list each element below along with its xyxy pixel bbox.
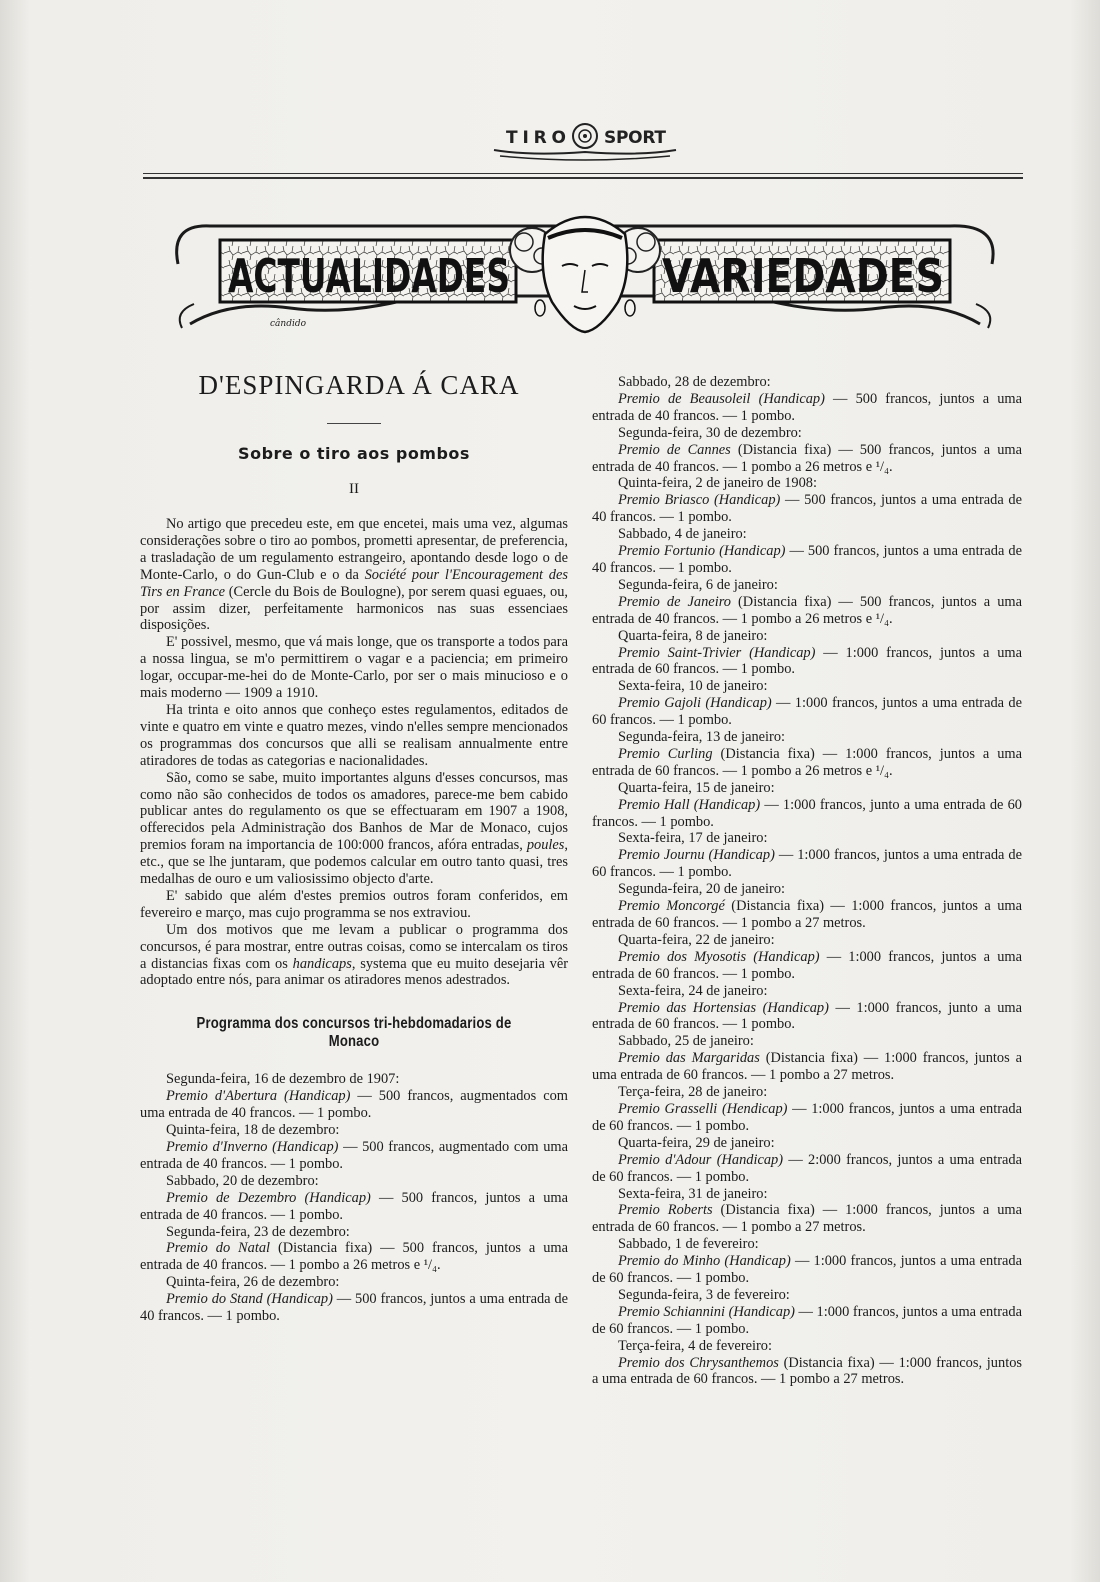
banner-left-word: ACTUALIDADES (228, 249, 510, 303)
part-number: II (349, 481, 359, 497)
program-entry (592, 374, 1022, 425)
entry-prize: Premio de Janeiro (Distancia fixa) — 500 francos, juntos a uma entrada de 40 francos. — 1 pombo a 26 metros e ¹/₄. (592, 593, 1022, 627)
article-paragraph: Um dos motivos que me levam a publicar o programma dos concursos, é para mostrar, entre outras coisas, como se intercalam os tiros a distancias fixas com os handicaps, systema que eu muito desejaria vêr adoptado entre nós, para animar os atiradores menos adestrados. (140, 921, 568, 989)
program-entry (592, 1338, 1022, 1389)
entry-prize: Premio dos Chrysanthemos (Distancia fixa) — 1:000 francos, juntos a uma entrada de 60 francos. — 1 pombo a 27 metros. (592, 1354, 1022, 1388)
entry-date: Segunda-feira, 16 de dezembro de 1907: (166, 1071, 400, 1088)
entry-prize: Premio Roberts (Distancia fixa) — 1:000 francos, juntos a uma entrada de 60 francos. — 1 pombo a 27 metros. (592, 1202, 1022, 1236)
article-paragraph: São, como se sabe, muito importantes alguns d'esses concursos, mas como não são conhecidos de todos os amadores, parece-me bem cabido publicar antes do regulamento os que se effectuaram em 1907 a 1908, offerecidos pela Administração dos Banhos de Mar de Monaco, cujos premios foram na importancia de 100:000 francos, afóra entradas, poules, etc., que se lhe juntaram, que podemos calcular em outro tanto quasi, tres medalhas de ouro e um valiosissimo objecto d'arte. (140, 769, 568, 888)
header-rule (143, 173, 1023, 174)
entry-date: Terça-feira, 28 de janeiro: (618, 1084, 768, 1101)
program-entry (592, 628, 1022, 679)
masthead-logo (490, 116, 680, 164)
entry-date: Sexta-feira, 24 de janeiro: (618, 982, 768, 999)
entry-prize: Premio Grasselli (Hendicap) — 1:000 francos, juntos a uma entrada de 60 francos. — 1 pombo. (592, 1100, 1022, 1134)
program-entry (592, 983, 1022, 1034)
left-column (140, 370, 568, 1325)
program-list-right (592, 374, 1022, 1388)
program-entry (140, 1224, 568, 1275)
entry-date: Segunda-feira, 6 de janeiro: (618, 576, 778, 593)
entry-date: Segunda-feira, 3 de fevereiro: (618, 1286, 790, 1303)
entry-prize: Premio d'Abertura (Handicap) — 500 francos, augmentados com uma entrada de 40 francos. — 1 pombo. (140, 1088, 568, 1122)
entry-date: Sabbado, 4 de janeiro: (618, 526, 747, 543)
entry-prize: Premio de Beausoleil (Handicap) — 500 francos, juntos a uma entrada de 40 francos. — 1 pombo. (592, 390, 1022, 424)
entry-date: Quarta-feira, 22 de janeiro: (618, 931, 775, 948)
section-banner (170, 204, 1000, 344)
banner-signature: cândido (270, 319, 307, 329)
entry-prize: Premio de Cannes (Distancia fixa) — 500 francos, juntos a uma entrada de 40 francos. — 1 pombo a 26 metros e ¹/₄. (592, 441, 1023, 475)
entry-date: Sabbado, 1 de fevereiro: (618, 1236, 759, 1253)
entry-date: Quarta-feira, 15 de janeiro: (618, 779, 775, 796)
article-title: D'ESPINGARDA Á CARA (198, 370, 520, 400)
entry-prize: Premio Fortunio (Handicap) — 500 francos, juntos a uma entrada de 40 francos. — 1 pombo. (592, 543, 1022, 576)
program-entry (592, 881, 1022, 932)
entry-prize: Premio Saint-Trivier (Handicap) — 1:000 francos, juntos a uma entrada de 60 francos. — 1 pombo. (592, 644, 1022, 678)
header-rule-thick (143, 177, 1023, 179)
entry-date: Quarta-feira, 29 de janeiro: (618, 1134, 775, 1151)
entry-prize: Premio d'Adour (Handicap) — 2:000 francos, juntos a uma entrada de 60 francos. — 1 pombo. (592, 1151, 1022, 1185)
entry-prize: Premio d'Inverno (Handicap) — 500 francos, augmentado com uma entrada de 40 francos. — 1 pombo. (140, 1139, 568, 1172)
banner-right-word: VARIEDADES (662, 249, 944, 303)
program-entry (140, 1122, 568, 1173)
entry-date: Segunda-feira, 30 de dezembro: (618, 424, 802, 441)
entry-prize: Premio Schiannini (Handicap) — 1:000 francos, juntos a uma entrada de 60 francos. — 1 pombo. (592, 1303, 1022, 1337)
entry-prize: Premio Gajoli (Handicap) — 1:000 francos, juntos a uma entrada de 60 francos. — 1 pombo. (592, 695, 1022, 729)
program-entry (592, 830, 1022, 881)
entry-date: Quinta-feira, 18 de dezembro: (166, 1122, 340, 1139)
entry-date: Terça-feira, 4 de fevereiro: (618, 1337, 772, 1354)
program-list-left (140, 1071, 568, 1325)
entry-date: Segunda-feira, 23 de dezembro: (166, 1223, 350, 1240)
program-title: Programma dos concursos tri-hebdomadarios de Monaco (196, 1015, 512, 1051)
entry-date: Segunda-feira, 20 de janeiro: (618, 881, 786, 898)
program-entry (592, 1084, 1022, 1135)
program-entry (140, 1173, 568, 1224)
entry-date: Quinta-feira, 26 de dezembro: (166, 1274, 340, 1291)
entry-prize: Premio de Dezembro (Handicap) — 500 francos, juntos a uma entrada de 40 francos. — 1 pombo. (140, 1189, 568, 1223)
article-subtitle: Sobre o tiro aos pombos (238, 444, 470, 463)
title-divider (327, 423, 381, 424)
program-entry (592, 475, 1022, 526)
right-column (592, 374, 1022, 1388)
program-entry (592, 1033, 1022, 1084)
entry-date: Sexta-feira, 31 de janeiro: (618, 1185, 768, 1202)
entry-prize: Premio Journu (Handicap) — 1:000 francos, juntos a uma entrada de 60 francos. — 1 pombo. (592, 847, 1022, 881)
program-entry (592, 425, 1022, 476)
entry-date: Quarta-feira, 8 de janeiro: (618, 627, 768, 644)
entry-prize: Premio do Minho (Handicap) — 1:000 francos, juntos a uma entrada de 60 francos. — 1 pombo. (592, 1253, 1022, 1287)
article-paragraph: Ha trinta e oito annos que conheço estes regulamentos, editados de vinte e quatro em vinte e quatro mezes, vindo n'elles sempre mencionados os programmas dos concursos que alli se realisam annualmente entre atiradores de todas as categorias e nacionalidades. (140, 701, 568, 769)
entry-date: Segunda-feira, 13 de janeiro: (618, 729, 786, 746)
entry-date: Sabbado, 25 de janeiro: (618, 1033, 754, 1050)
program-entry (592, 1186, 1022, 1237)
program-entry (140, 1274, 568, 1325)
program-entry (592, 1135, 1022, 1186)
program-entry (592, 577, 1022, 628)
entry-date: Sexta-feira, 10 de janeiro: (618, 678, 768, 695)
masthead-text-left: TIRO (506, 128, 566, 148)
program-entry (592, 526, 1022, 577)
entry-prize: Premio Hall (Handicap) — 1:000 francos, junto a uma entrada de 60 francos. — 1 pombo. (592, 796, 1023, 830)
entry-prize: Premio das Margaridas (Distancia fixa) — 1:000 francos, juntos a uma entrada de 60 francos. — 1 pombo a 27 metros. (592, 1050, 1022, 1084)
entry-date: Sabbado, 20 de dezembro: (166, 1172, 319, 1189)
program-entry (592, 1287, 1022, 1338)
article-body (140, 516, 568, 989)
program-entry (592, 729, 1022, 780)
program-entry (140, 1071, 568, 1122)
entry-prize: Premio dos Myosotis (Handicap) — 1:000 francos, juntos a uma entrada de 60 francos. — 1 pombo. (592, 948, 1022, 982)
entry-date: Sabbado, 28 de dezembro: (618, 374, 771, 390)
entry-prize: Premio Curling (Distancia fixa) — 1:000 francos, juntos a uma entrada de 60 francos. — 1 pombo a 26 metros e ¹/₄. (592, 745, 1022, 779)
entry-prize: Premio Moncorgé (Distancia fixa) — 1:000 francos, juntos a uma entrada de 60 francos. — 1 pombo a 27 metros. (592, 898, 1022, 931)
masthead-text-right: SPORT (604, 128, 666, 148)
article-paragraph: E' possivel, mesmo, que vá mais longe, que os transporte a todos para a nossa lingua, se m'o permittirem o vagar e a paciencia; em primeiro logar, occupar-me-hei do de Monte-Carlo, por ser o mais minucioso e o mais moderno — 1909 a 1910. (140, 634, 568, 702)
entry-prize: Premio do Stand (Handicap) — 500 francos, juntos a uma entrada de 40 francos. — 1 pombo. (140, 1291, 568, 1325)
article-paragraph: No artigo que precedeu este, em que encetei, mais uma vez, algumas considerações sobre o tiro ao pombos, prometti apresentar, de preferencia, a trasladação de um regulamento estrangeiro, apontando desde logo o de Monte-Carlo, o do Gun-Club e o da Société pour l'Encouragement des Tirs en France (Cercle du Bois de Boulogne), por serem quasi eguaes, ou, por assim dizer, perfeitamente harmonicos nas suas essenciaes disposições. (140, 516, 568, 634)
article-paragraph: E' sabido que além d'estes premios outros foram conferidos, em fevereiro e março, mas cujo programma se nos extraviou. (140, 887, 568, 921)
entry-prize: Premio das Hortensias (Handicap) — 1:000 francos, junto a uma entrada de 60 francos. — 1 pombo. (592, 999, 1023, 1033)
entry-date: Sexta-feira, 17 de janeiro: (618, 830, 768, 847)
entry-date: Quinta-feira, 2 de janeiro de 1908: (618, 475, 817, 492)
program-entry (592, 780, 1022, 831)
program-entry (592, 1236, 1022, 1287)
program-entry (592, 932, 1022, 983)
entry-prize: Premio Briasco (Handicap) — 500 francos, juntos a uma entrada de 40 francos. — 1 pombo. (592, 492, 1022, 526)
program-entry (592, 678, 1022, 729)
entry-prize: Premio do Natal (Distancia fixa) — 500 francos, juntos a uma entrada de 40 francos. — 1 pombo a 26 metros e ¹/₄. (140, 1240, 569, 1274)
